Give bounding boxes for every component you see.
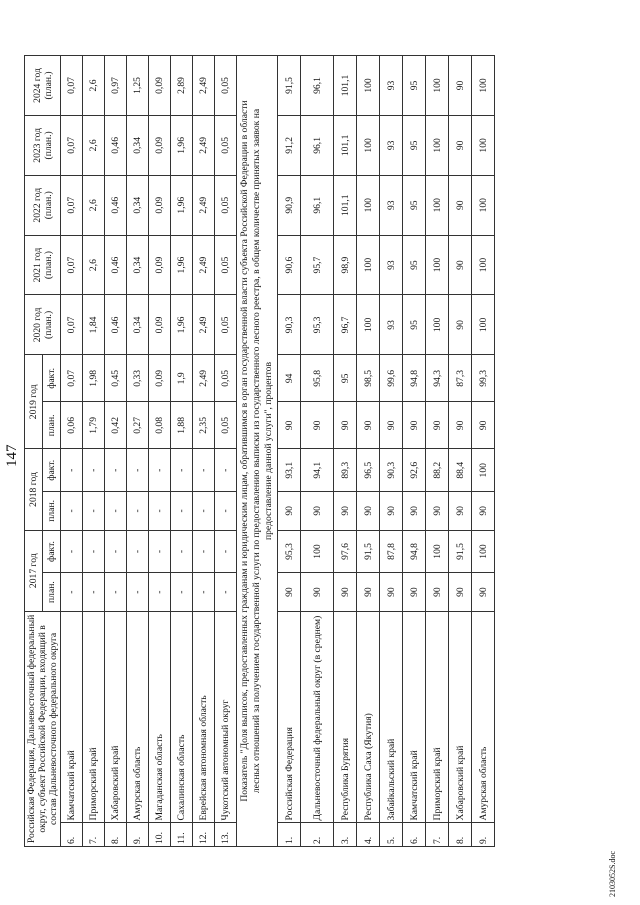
value-cell: 100 <box>426 115 449 175</box>
value-cell: - <box>149 492 171 530</box>
fact-header: факт. <box>43 355 61 402</box>
value-cell: 2,6 <box>83 235 105 295</box>
value-cell: 90 <box>278 492 301 530</box>
table-row <box>403 56 426 847</box>
value-cell: - <box>171 492 193 530</box>
value-cell: 94,1 <box>301 449 334 492</box>
value-cell: 2,49 <box>193 235 215 295</box>
value-cell: 95,3 <box>278 530 301 573</box>
value-cell: 101,1 <box>334 56 357 116</box>
row-number: 4. <box>357 823 380 847</box>
value-cell: 1,96 <box>171 115 193 175</box>
value-cell: 90 <box>403 573 426 611</box>
year-2022-header: 2022 год (план.) <box>25 175 61 235</box>
table-row <box>449 56 472 847</box>
value-cell: 0,09 <box>149 56 171 116</box>
value-cell: 1,84 <box>83 295 105 355</box>
header-row-years <box>25 56 43 847</box>
value-cell: - <box>215 530 237 573</box>
value-cell: 100 <box>426 530 449 573</box>
value-cell: 100 <box>472 530 495 573</box>
value-cell: 90 <box>449 175 472 235</box>
row-number: 6. <box>61 823 83 847</box>
year-2023-header: 2023 год (план.) <box>25 115 61 175</box>
value-cell: 2,35 <box>193 402 215 449</box>
value-cell: 0,07 <box>61 295 83 355</box>
region-header: Российская Федерация, Дальневосточный федеральный округ, субъект Российской Федерации, входящий в состав Дальневосточного федерального округа <box>25 611 61 846</box>
region-name: Магаданская область <box>149 611 171 823</box>
value-cell: 0,34 <box>127 115 149 175</box>
value-cell: - <box>105 573 127 611</box>
region-name: Сахалинская область <box>171 611 193 823</box>
region-name: Хабаровский край <box>105 611 127 823</box>
year-2021-header: 2021 год (план.) <box>25 235 61 295</box>
value-cell: - <box>171 530 193 573</box>
plan-header: план. <box>43 492 61 530</box>
value-cell: 90 <box>449 402 472 449</box>
row-number: 8. <box>449 823 472 847</box>
value-cell: 90 <box>449 115 472 175</box>
value-cell: 95 <box>334 355 357 402</box>
value-cell: 90 <box>449 573 472 611</box>
region-name: Еврейская автономная область <box>193 611 215 823</box>
table-row <box>334 56 357 847</box>
region-name: Дальневосточный федеральный округ (в среднем) <box>301 611 334 823</box>
value-cell: 2,49 <box>193 56 215 116</box>
value-cell: 90,9 <box>278 175 301 235</box>
value-cell: 1,79 <box>83 402 105 449</box>
value-cell: 2,89 <box>171 56 193 116</box>
table-row <box>472 56 495 847</box>
value-cell: 0,46 <box>105 235 127 295</box>
value-cell: - <box>193 573 215 611</box>
value-cell: 0,05 <box>215 115 237 175</box>
value-cell: 0,33 <box>127 355 149 402</box>
value-cell: 95 <box>403 235 426 295</box>
region-name: Российская Федерация <box>278 611 301 823</box>
value-cell: 90 <box>403 402 426 449</box>
value-cell: 90 <box>380 402 403 449</box>
row-number: 7. <box>83 823 105 847</box>
value-cell: 95 <box>403 115 426 175</box>
value-cell: 94,3 <box>426 355 449 402</box>
doc-id: 2103052S.doc <box>608 851 617 897</box>
value-cell: 98,9 <box>334 235 357 295</box>
year-2024-header: 2024 год (план.) <box>25 56 61 116</box>
plan-header: план. <box>43 402 61 449</box>
table-row <box>61 56 83 847</box>
indicator-text: Показатель "Доля выписок, предоставленных гражданам и юридическим лицам, обратившимся в орган государственной власти субъекта Российской Федерации в области лесных отношений за получением государственной услуги по предоставлению выписки из государственного лесного реестра, в общем количестве принятых заявок на предоставление данной услуги", процентов <box>237 56 278 847</box>
row-number: 10. <box>149 823 171 847</box>
table-row <box>215 56 237 847</box>
value-cell: - <box>83 530 105 573</box>
value-cell: 96,7 <box>334 295 357 355</box>
value-cell: 90 <box>449 295 472 355</box>
row-number: 1. <box>278 823 301 847</box>
value-cell: 2,49 <box>193 295 215 355</box>
value-cell: 93 <box>380 295 403 355</box>
value-cell: - <box>83 492 105 530</box>
value-cell: 0,46 <box>105 175 127 235</box>
value-cell: - <box>127 573 149 611</box>
value-cell: 0,46 <box>105 115 127 175</box>
value-cell: 0,46 <box>105 295 127 355</box>
value-cell: 2,49 <box>193 355 215 402</box>
value-cell: - <box>171 573 193 611</box>
value-cell: 90 <box>357 573 380 611</box>
data-table <box>24 55 495 847</box>
value-cell: 91,5 <box>449 530 472 573</box>
value-cell: 87,8 <box>380 530 403 573</box>
table-row <box>105 56 127 847</box>
value-cell: 100 <box>357 115 380 175</box>
value-cell: 90 <box>380 573 403 611</box>
value-cell: 2,49 <box>193 115 215 175</box>
value-cell: 95 <box>403 175 426 235</box>
value-cell: 87,3 <box>449 355 472 402</box>
table-row <box>426 56 449 847</box>
value-cell: - <box>171 449 193 492</box>
value-cell: 100 <box>472 56 495 116</box>
value-cell: 90 <box>472 573 495 611</box>
value-cell: 0,07 <box>61 355 83 402</box>
value-cell: 0,05 <box>215 402 237 449</box>
value-cell: 0,07 <box>61 235 83 295</box>
value-cell: 91,5 <box>278 56 301 116</box>
value-cell: - <box>83 449 105 492</box>
value-cell: 90 <box>426 402 449 449</box>
value-cell: 1,96 <box>171 295 193 355</box>
row-number: 9. <box>472 823 495 847</box>
value-cell: - <box>105 449 127 492</box>
year-2019-header: 2019 год <box>25 355 43 449</box>
value-cell: 92,6 <box>403 449 426 492</box>
value-cell: 0,05 <box>215 235 237 295</box>
value-cell: 1,88 <box>171 402 193 449</box>
value-cell: 95,7 <box>301 235 334 295</box>
value-cell: 0,42 <box>105 402 127 449</box>
value-cell: 0,27 <box>127 402 149 449</box>
value-cell: - <box>215 449 237 492</box>
value-cell: 0,09 <box>149 295 171 355</box>
value-cell: 100 <box>426 56 449 116</box>
value-cell: 91,2 <box>278 115 301 175</box>
year-2017-header: 2017 год <box>25 530 43 611</box>
value-cell: 0,97 <box>105 56 127 116</box>
value-cell: - <box>149 449 171 492</box>
indicator-row <box>237 56 278 847</box>
value-cell: 93 <box>380 115 403 175</box>
row-number: 11. <box>171 823 193 847</box>
row-number: 9. <box>127 823 149 847</box>
value-cell: 101,1 <box>334 175 357 235</box>
row-number: 5. <box>380 823 403 847</box>
value-cell: 96,1 <box>301 56 334 116</box>
value-cell: - <box>193 449 215 492</box>
page-number: 147 <box>4 444 20 467</box>
row-number: 6. <box>403 823 426 847</box>
value-cell: 90 <box>334 492 357 530</box>
value-cell: 89,3 <box>334 449 357 492</box>
value-cell: 90 <box>278 402 301 449</box>
value-cell: 2,49 <box>193 175 215 235</box>
value-cell: 1,98 <box>83 355 105 402</box>
value-cell: 100 <box>426 235 449 295</box>
value-cell: 0,34 <box>127 235 149 295</box>
value-cell: 88,4 <box>449 449 472 492</box>
value-cell: 0,07 <box>61 115 83 175</box>
value-cell: - <box>215 573 237 611</box>
row-number: 8. <box>105 823 127 847</box>
value-cell: 90 <box>472 492 495 530</box>
value-cell: 0,05 <box>215 295 237 355</box>
table-row <box>127 56 149 847</box>
value-cell: 90 <box>301 402 334 449</box>
value-cell: - <box>149 573 171 611</box>
value-cell: 2,6 <box>83 175 105 235</box>
value-cell: - <box>61 573 83 611</box>
value-cell: 0,05 <box>215 175 237 235</box>
table-row <box>301 56 334 847</box>
value-cell: 1,96 <box>171 235 193 295</box>
region-name: Приморский край <box>83 611 105 823</box>
value-cell: 96,5 <box>357 449 380 492</box>
value-cell: 0,05 <box>215 355 237 402</box>
value-cell: 95 <box>403 295 426 355</box>
table-row <box>83 56 105 847</box>
value-cell: 100 <box>301 530 334 573</box>
value-cell: 90 <box>357 402 380 449</box>
region-name: Республика Саха (Якутия) <box>357 611 380 823</box>
region-name: Хабаровский край <box>449 611 472 823</box>
fact-header: факт. <box>43 530 61 573</box>
table-row <box>357 56 380 847</box>
table-row <box>149 56 171 847</box>
value-cell: 93 <box>380 56 403 116</box>
value-cell: 101,1 <box>334 115 357 175</box>
value-cell: 90 <box>380 492 403 530</box>
value-cell: - <box>83 573 105 611</box>
value-cell: 91,5 <box>357 530 380 573</box>
value-cell: - <box>127 449 149 492</box>
value-cell: 97,6 <box>334 530 357 573</box>
value-cell: - <box>105 492 127 530</box>
region-name: Забайкальский край <box>380 611 403 823</box>
table-row <box>380 56 403 847</box>
value-cell: 100 <box>426 295 449 355</box>
value-cell: - <box>105 530 127 573</box>
value-cell: 94 <box>278 355 301 402</box>
value-cell: 100 <box>472 295 495 355</box>
value-cell: 1,96 <box>171 175 193 235</box>
value-cell: 93 <box>380 235 403 295</box>
table-row <box>278 56 301 847</box>
table-row <box>193 56 215 847</box>
value-cell: 100 <box>472 449 495 492</box>
value-cell: - <box>193 530 215 573</box>
value-cell: 90 <box>403 492 426 530</box>
value-cell: 90 <box>301 492 334 530</box>
value-cell: 2,6 <box>83 115 105 175</box>
region-name: Амурская область <box>127 611 149 823</box>
value-cell: - <box>149 530 171 573</box>
value-cell: 0,45 <box>105 355 127 402</box>
value-cell: - <box>127 492 149 530</box>
row-number: 2. <box>301 823 334 847</box>
value-cell: - <box>127 530 149 573</box>
value-cell: 100 <box>472 235 495 295</box>
value-cell: 96,1 <box>301 175 334 235</box>
value-cell: 90 <box>334 402 357 449</box>
value-cell: 90 <box>472 402 495 449</box>
year-2020-header: 2020 год (план.) <box>25 295 61 355</box>
value-cell: 96,1 <box>301 115 334 175</box>
region-name: Республика Бурятия <box>334 611 357 823</box>
value-cell: 100 <box>472 115 495 175</box>
value-cell: 90 <box>449 492 472 530</box>
value-cell: 90,3 <box>278 295 301 355</box>
value-cell: - <box>61 449 83 492</box>
fact-header: факт. <box>43 449 61 492</box>
value-cell: 90 <box>426 573 449 611</box>
value-cell: 95,3 <box>301 295 334 355</box>
value-cell: 100 <box>357 235 380 295</box>
value-cell: 0,09 <box>149 355 171 402</box>
value-cell: 99,3 <box>472 355 495 402</box>
value-cell: 2,6 <box>83 56 105 116</box>
row-number: 13. <box>215 823 237 847</box>
value-cell: 88,2 <box>426 449 449 492</box>
value-cell: 100 <box>426 175 449 235</box>
value-cell: 90 <box>449 56 472 116</box>
value-cell: 90 <box>426 492 449 530</box>
value-cell: 90 <box>301 573 334 611</box>
value-cell: 0,09 <box>149 175 171 235</box>
table-row <box>171 56 193 847</box>
value-cell: 90 <box>449 235 472 295</box>
value-cell: - <box>215 492 237 530</box>
value-cell: 0,07 <box>61 56 83 116</box>
value-cell: 90,6 <box>278 235 301 295</box>
value-cell: 1,25 <box>127 56 149 116</box>
row-number: 7. <box>426 823 449 847</box>
value-cell: 95 <box>403 56 426 116</box>
value-cell: 0,06 <box>61 402 83 449</box>
value-cell: 94,8 <box>403 355 426 402</box>
value-cell: 90 <box>357 492 380 530</box>
value-cell: 0,09 <box>149 235 171 295</box>
value-cell: 0,08 <box>149 402 171 449</box>
region-name: Камчатский край <box>403 611 426 823</box>
value-cell: 90,3 <box>380 449 403 492</box>
value-cell: 90 <box>334 573 357 611</box>
region-name: Чукотский автономный округ <box>215 611 237 823</box>
value-cell: 93,1 <box>278 449 301 492</box>
value-cell: 90 <box>278 573 301 611</box>
region-name: Камчатский край <box>61 611 83 823</box>
row-number: 12. <box>193 823 215 847</box>
value-cell: 94,8 <box>403 530 426 573</box>
value-cell: 100 <box>357 56 380 116</box>
value-cell: 0,05 <box>215 56 237 116</box>
value-cell: 100 <box>357 295 380 355</box>
value-cell: 0,34 <box>127 175 149 235</box>
value-cell: - <box>61 492 83 530</box>
value-cell: 99,6 <box>380 355 403 402</box>
value-cell: 0,34 <box>127 295 149 355</box>
value-cell: 98,5 <box>357 355 380 402</box>
row-number: 3. <box>334 823 357 847</box>
value-cell: 1,9 <box>171 355 193 402</box>
plan-header: план. <box>43 573 61 611</box>
value-cell: 0,09 <box>149 115 171 175</box>
value-cell: 95,8 <box>301 355 334 402</box>
value-cell: 93 <box>380 175 403 235</box>
value-cell: - <box>193 492 215 530</box>
value-cell: 100 <box>472 175 495 235</box>
year-2018-header: 2018 год <box>25 449 43 530</box>
value-cell: - <box>61 530 83 573</box>
region-name: Амурская область <box>472 611 495 823</box>
value-cell: 100 <box>357 175 380 235</box>
region-name: Приморский край <box>426 611 449 823</box>
value-cell: 0,07 <box>61 175 83 235</box>
